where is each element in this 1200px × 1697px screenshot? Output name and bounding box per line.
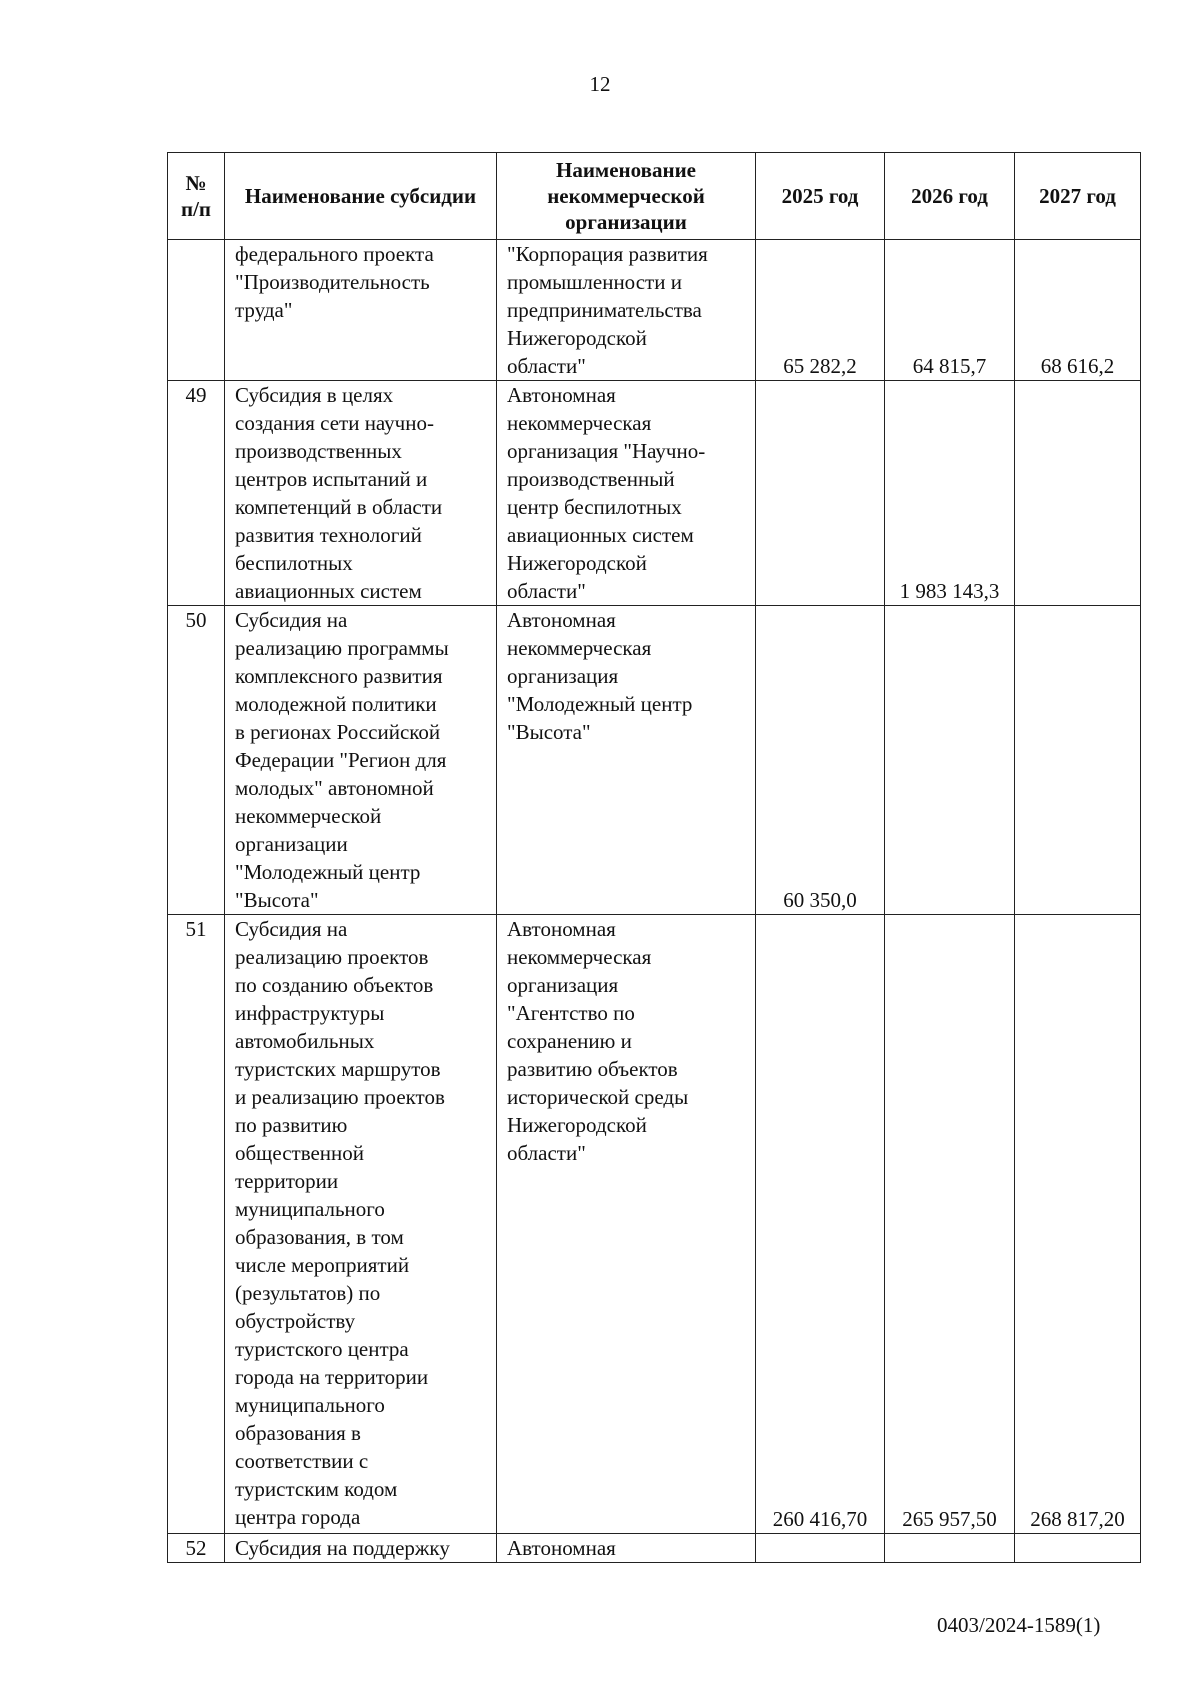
header-2026: 2026 год	[885, 153, 1015, 240]
table-row	[168, 1534, 1141, 1563]
org-name: Автономная	[497, 1534, 756, 1563]
row-num: 49	[168, 381, 225, 606]
value-2025: 60 350,0	[756, 606, 885, 915]
value-2026: 1 983 143,3	[885, 381, 1015, 606]
document-code: 0403/2024-1589(1)	[937, 1613, 1101, 1637]
value-2026: 265 957,50	[885, 915, 1015, 1534]
table-row	[168, 606, 1141, 915]
row-num: 52	[168, 1534, 225, 1563]
row-num	[168, 240, 225, 381]
org-name: Автономная некоммерческая организация "Агентство по сохранению и развитию объектов исторической среды Нижегородской области"	[497, 915, 756, 1534]
subsidy-name: федерального проекта "Производительность труда"	[225, 240, 497, 381]
subsidy-name: Субсидия на реализацию проектов по созданию объектов инфраструктуры автомобильных туристских маршрутов и реализацию проектов по развитию общественной территории муниципального образования, в том числе мероприятий (результатов) по обустройству туристского центра города на территории муниципального образования в соответствии с туристским кодом центра города	[225, 915, 497, 1534]
value-2027: 68 616,2	[1015, 240, 1141, 381]
value-2027	[1015, 606, 1141, 915]
value-2026	[885, 606, 1015, 915]
header-subsidy: Наименование субсидии	[225, 153, 497, 240]
table-row	[168, 381, 1141, 606]
table-row	[168, 915, 1141, 1534]
value-2025	[756, 1534, 885, 1563]
subsidy-name: Субсидия на поддержку	[225, 1534, 497, 1563]
value-2026	[885, 1534, 1015, 1563]
header-org: Наименование некоммерческой организации	[497, 153, 756, 240]
header-num: № п/п	[168, 153, 225, 240]
org-name: "Корпорация развития промышленности и предпринимательства Нижегородской области"	[497, 240, 756, 381]
header-2027: 2027 год	[1015, 153, 1141, 240]
subsidy-table	[167, 152, 1141, 1563]
value-2025: 260 416,70	[756, 915, 885, 1534]
value-2027: 268 817,20	[1015, 915, 1141, 1534]
table-header-row	[168, 153, 1141, 240]
page-number: 12	[589, 72, 611, 96]
value-2026: 64 815,7	[885, 240, 1015, 381]
org-name: Автономная некоммерческая организация "Молодежный центр "Высота"	[497, 606, 756, 915]
value-2027	[1015, 381, 1141, 606]
subsidy-name: Субсидия на реализацию программы комплексного развития молодежной политики в регионах Российской Федерации "Регион для молодых" автономной некоммерческой организации "Молодежный центр "Высота"	[225, 606, 497, 915]
row-num: 50	[168, 606, 225, 915]
row-num: 51	[168, 915, 225, 1534]
header-2025: 2025 год	[756, 153, 885, 240]
value-2027	[1015, 1534, 1141, 1563]
value-2025: 65 282,2	[756, 240, 885, 381]
table-row	[168, 240, 1141, 381]
org-name: Автономная некоммерческая организация "Научно- производственный центр беспилотных авиационных систем Нижегородской области"	[497, 381, 756, 606]
subsidy-name: Субсидия в целях создания сети научно- производственных центров испытаний и компетенций в области развития технологий беспилотных авиационных систем	[225, 381, 497, 606]
value-2025	[756, 381, 885, 606]
